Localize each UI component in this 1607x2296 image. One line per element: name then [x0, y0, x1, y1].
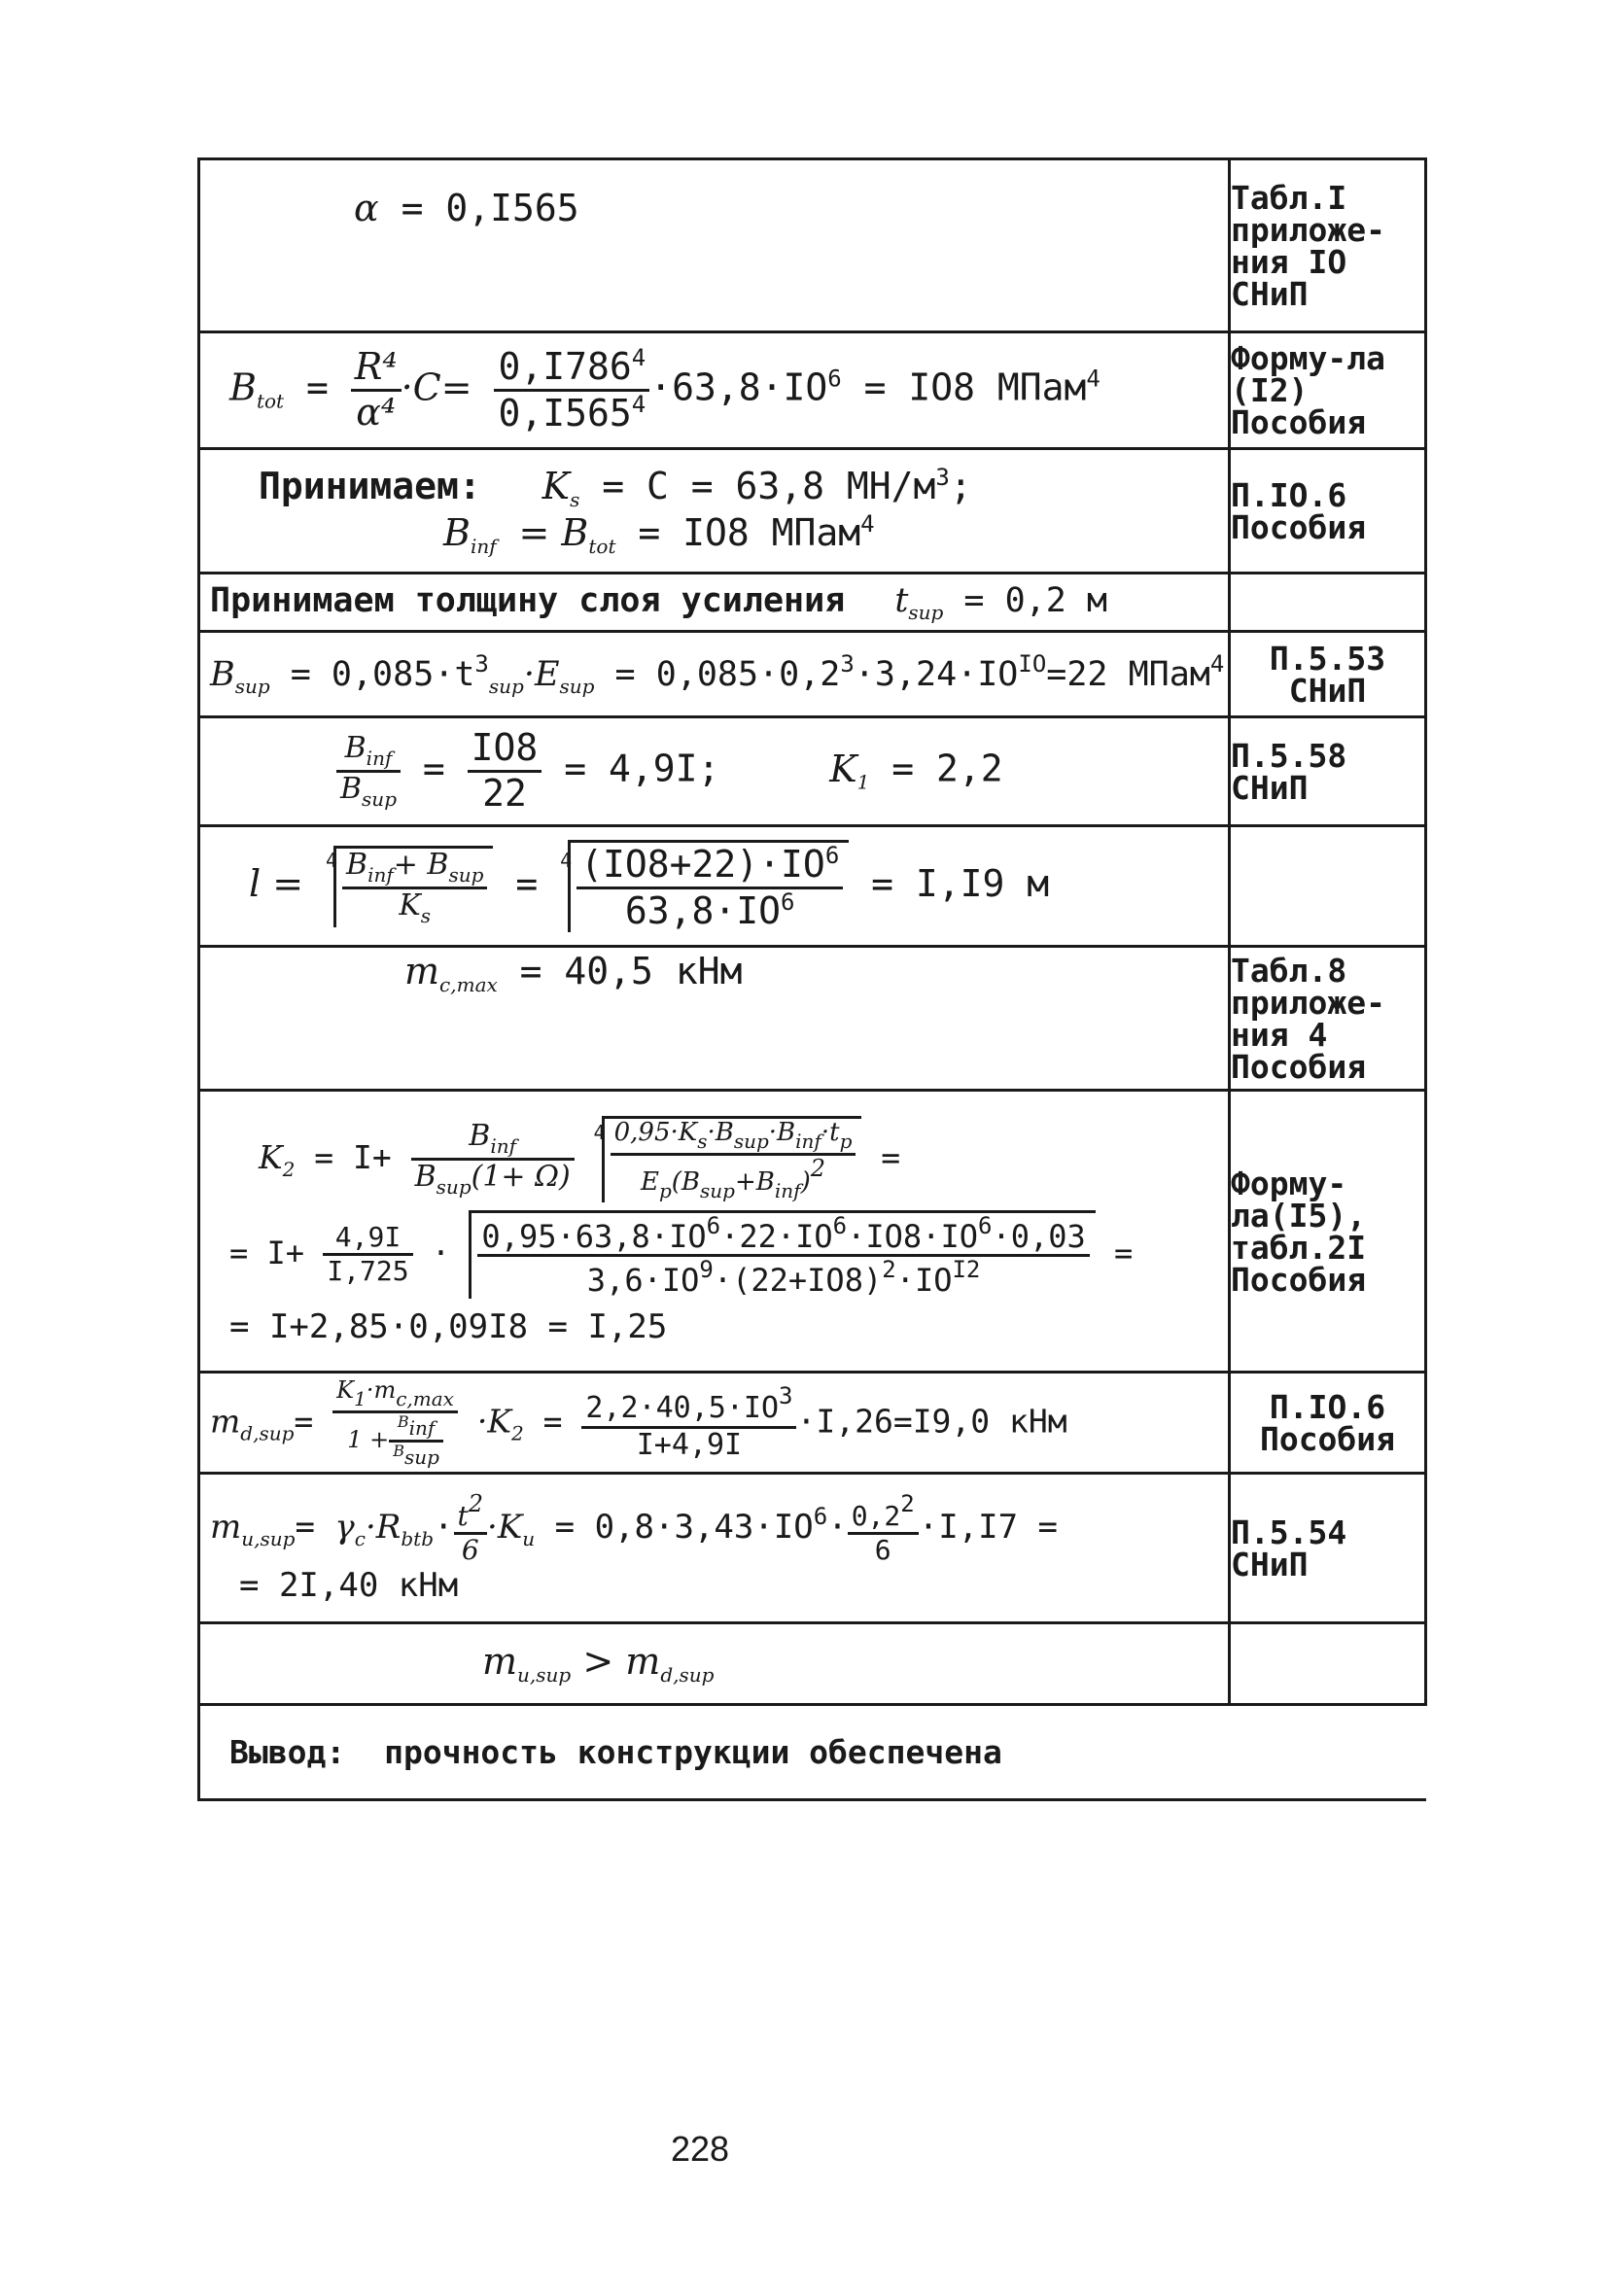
fraction: [848, 1491, 919, 1566]
denominator: 6: [461, 1534, 479, 1567]
value: = 0,2 м: [963, 580, 1107, 620]
numerator: ·IO8·IO: [847, 1217, 978, 1255]
formula-cell: [199, 717, 1230, 826]
square-root: [469, 1210, 1095, 1300]
var-l: l =: [249, 862, 304, 905]
expr: = I+: [229, 1234, 305, 1271]
fraction: [389, 1413, 443, 1469]
power: 3: [840, 649, 855, 678]
power: 6: [977, 1211, 993, 1239]
table-row: [199, 449, 1426, 574]
sub: sup: [403, 1444, 439, 1469]
numerator: 0,95·63,8·IO: [481, 1217, 707, 1255]
denominator: B: [340, 772, 363, 806]
var-m: m: [404, 949, 440, 992]
result: = IO8 МПам: [863, 366, 1087, 409]
fourth-root: [326, 846, 493, 927]
sub: s: [420, 903, 432, 927]
denominator: ·IO: [895, 1262, 953, 1300]
root-index: 4: [560, 849, 573, 872]
formula-cell: [199, 1623, 1230, 1705]
result: = 4,9I;: [564, 748, 720, 790]
sub: inf: [795, 1129, 821, 1153]
power: 3: [779, 1382, 793, 1409]
formula-cell: [199, 947, 1230, 1091]
var-b: B: [210, 654, 235, 694]
root-index: 4: [593, 1120, 606, 1144]
denominator: I,725: [327, 1254, 409, 1287]
sub: inf: [367, 862, 394, 887]
numerator: 0,95·K: [613, 1117, 698, 1147]
numerator: 0,I786: [498, 345, 632, 389]
dot: ·: [827, 1508, 848, 1548]
sub: sup: [488, 674, 524, 698]
denominator: 3,6·IO: [586, 1262, 700, 1300]
result: = 2I,40 кНм: [239, 1565, 459, 1605]
sub: inf: [774, 1178, 801, 1202]
table-row: [199, 717, 1426, 826]
power: 6: [706, 1211, 721, 1239]
denominator: 63,8·IO: [624, 888, 782, 932]
sub: d,sup: [240, 1421, 295, 1444]
denominator: 1 +: [347, 1425, 390, 1453]
punct: ;: [949, 464, 972, 507]
reference-cell: П.5.58 СНиП: [1230, 717, 1426, 826]
formula-cell: [199, 632, 1230, 717]
fourth-root: [594, 1116, 862, 1202]
denominator: E: [640, 1166, 659, 1197]
power: I2: [952, 1256, 981, 1284]
table-row: [199, 1474, 1426, 1623]
var-k: ·K: [487, 1508, 523, 1548]
alpha-value: = 0,I565: [401, 186, 579, 229]
sub: sup: [234, 674, 270, 698]
var-r: ·R: [365, 1508, 402, 1548]
power: 6: [827, 365, 842, 393]
equals: =: [1114, 1234, 1134, 1271]
greater-than: >: [582, 1640, 614, 1683]
expr: = 0,085·t: [290, 654, 475, 694]
reference-cell: Форму-ла (I2) Пособия: [1230, 332, 1426, 449]
power: 4: [1086, 365, 1100, 393]
numerator: 4,9I: [323, 1222, 412, 1256]
fraction: [468, 727, 542, 815]
denominator: B: [414, 1159, 437, 1194]
result: = I,I9 м: [871, 862, 1050, 905]
power: 4: [631, 344, 646, 372]
formula-cell: [199, 1474, 1230, 1623]
power: 6: [832, 1211, 848, 1239]
denominator: B: [393, 1441, 404, 1460]
power: 9: [699, 1256, 714, 1284]
numerator: ·22·IO: [720, 1217, 833, 1255]
denominator: 6: [874, 1534, 891, 1567]
table-row: [199, 1091, 1426, 1373]
sub: p: [839, 1129, 853, 1153]
fraction: [351, 346, 402, 434]
reference-cell: П.5.53 СНиП: [1230, 632, 1426, 717]
numerator: 0,2: [851, 1500, 901, 1533]
denominator: (1+ Ω): [471, 1159, 571, 1194]
numerator: ·t: [821, 1117, 840, 1147]
fourth-root: [560, 840, 849, 932]
denominator: ·(22+IO8): [713, 1262, 883, 1300]
conclusion-row: [199, 1705, 1426, 1800]
sub: p: [658, 1178, 672, 1202]
expr: = 0,8·3,43·IO: [554, 1508, 814, 1548]
value: = C = 63,8 МН/м: [602, 464, 936, 507]
power: IO: [1018, 649, 1047, 678]
var-m: m: [210, 1402, 241, 1440]
var-b: B: [229, 366, 257, 409]
reference-cell: Табл.I приложе-ния IO СНиП: [1230, 159, 1426, 332]
power: 4: [860, 509, 875, 538]
conclusion-label: Вывод:: [229, 1732, 346, 1771]
table-row: [199, 826, 1426, 947]
numerator: B: [469, 1118, 491, 1153]
numerator: 2,2·40,5·IO: [585, 1391, 780, 1425]
formula-cell: [199, 826, 1230, 947]
fraction: [332, 1377, 458, 1469]
result: = I+2,85·0,09I8 = I,25: [229, 1307, 668, 1347]
reference-cell: П.5.54 СНиП: [1230, 1474, 1426, 1623]
formula-cell: [199, 159, 1230, 332]
numerator: B: [397, 1411, 409, 1431]
sub: inf: [408, 1415, 436, 1440]
sub: u,sup: [517, 1663, 572, 1687]
gamma: γ: [334, 1508, 355, 1548]
fraction: [477, 1213, 1089, 1300]
power: 4: [631, 391, 646, 418]
fraction: [581, 1383, 796, 1462]
sub: sup: [733, 1129, 769, 1153]
formula-cell: [199, 332, 1230, 449]
reference-cell: П.IO.6 Пособия: [1230, 1373, 1426, 1474]
sub: s: [570, 487, 580, 511]
equals: =: [295, 1508, 315, 1548]
fraction: [336, 732, 401, 811]
denominator: 22: [482, 772, 527, 815]
sub: inf: [470, 534, 497, 558]
sub: c,max: [396, 1386, 454, 1410]
sub-tot: tot: [256, 390, 285, 413]
numerator: R⁴: [351, 346, 402, 392]
fraction: [611, 1119, 856, 1202]
power: 3: [935, 463, 950, 491]
equals: = B: [518, 510, 589, 554]
power: 2: [900, 1490, 915, 1518]
result: =22 МПам: [1046, 654, 1210, 694]
equals: =: [294, 1402, 314, 1440]
numerator: K: [336, 1375, 355, 1404]
sub: 2: [510, 1421, 524, 1444]
sub: s: [697, 1129, 708, 1153]
denominator: I+4,9I: [636, 1427, 743, 1462]
reference-cell: П.IO.6 Пособия: [1230, 449, 1426, 574]
fraction: [576, 843, 843, 932]
power: 6: [813, 1503, 828, 1531]
sub: c,max: [439, 972, 498, 996]
var-m: m: [625, 1640, 661, 1683]
equals: =: [542, 1402, 563, 1440]
sub: c: [354, 1527, 366, 1551]
numerator: IO8: [468, 727, 542, 773]
reference-cell: [1230, 1623, 1426, 1705]
result: ·I,26=I9,0 кНм: [796, 1402, 1067, 1440]
equals: =: [422, 748, 445, 790]
denominator: 0,I565: [498, 392, 632, 435]
sub: inf: [366, 747, 393, 770]
numerator: ·B: [768, 1117, 796, 1147]
sub: u: [522, 1527, 536, 1551]
expr: = I+: [314, 1137, 392, 1176]
table-row: [199, 574, 1426, 632]
fraction: [454, 1491, 488, 1566]
conclusion-text: прочность конструкции обеспечена: [384, 1732, 1002, 1771]
sub: sup: [448, 862, 484, 887]
table-row: [199, 947, 1426, 1091]
table-row: [199, 159, 1426, 332]
equals: =: [515, 862, 539, 905]
sub: sup: [559, 674, 595, 698]
var-k: K: [541, 464, 571, 507]
fraction: [494, 345, 649, 435]
sub: tot: [588, 534, 616, 558]
denominator: α⁴: [356, 391, 397, 434]
expr: ·3,24·IO: [854, 654, 1019, 694]
var-k: K: [829, 748, 857, 790]
numerator: ·m: [366, 1375, 397, 1404]
power: 6: [781, 887, 795, 916]
formula-cell: [199, 574, 1230, 632]
sub: sup: [908, 600, 944, 624]
equals: =: [305, 366, 329, 409]
conclusion-cell: [199, 1705, 1426, 1800]
accept-label: Принимаем:: [259, 464, 481, 507]
sub: u,sup: [241, 1527, 296, 1551]
reference-cell: Форму-ла(I5), табл.2I Пособия: [1230, 1091, 1426, 1373]
power: 3: [474, 649, 489, 678]
formula-cell: [199, 449, 1230, 574]
denominator: +B: [734, 1166, 775, 1197]
fraction: [323, 1222, 412, 1287]
sub: sup: [362, 787, 397, 811]
denominator: ): [800, 1166, 811, 1197]
dot: ·: [434, 1508, 454, 1548]
power: 2: [468, 1490, 484, 1518]
power: 2: [882, 1256, 896, 1284]
numerator: ·0,03: [992, 1217, 1086, 1255]
table-row: [199, 1623, 1426, 1705]
table-row: [199, 332, 1426, 449]
var-m: m: [210, 1508, 242, 1548]
denominator: K: [399, 887, 421, 922]
sub: d,sup: [660, 1663, 715, 1687]
expr: ·E: [523, 654, 560, 694]
reference-cell: [1230, 826, 1426, 947]
expr: = 0,085·0,2: [614, 654, 841, 694]
numerator: t: [457, 1500, 469, 1533]
formula-cell: [199, 1091, 1230, 1373]
sub: 1: [354, 1386, 367, 1410]
dot: ·: [431, 1234, 451, 1271]
var-k: K: [259, 1137, 283, 1176]
var-b: B: [443, 510, 471, 554]
page-number: 228: [670, 2129, 730, 2169]
equals: =: [881, 1137, 901, 1176]
table-row: [199, 1373, 1426, 1474]
sub: 1: [856, 771, 870, 794]
fraction: [411, 1120, 575, 1199]
numerator: (IO8+22)·IO: [580, 842, 825, 886]
numerator: + B: [393, 847, 449, 882]
reference-cell: Табл.8 приложе-ния 4 Пособия: [1230, 947, 1426, 1091]
numerator: ·B: [707, 1117, 734, 1147]
power: 6: [824, 841, 840, 869]
value: = 2,2: [891, 748, 1003, 790]
var-t: t: [894, 580, 909, 620]
var-k: ·K: [476, 1402, 511, 1440]
sub: inf: [490, 1133, 517, 1158]
root-index: 4: [325, 849, 338, 872]
numerator: B: [346, 847, 368, 882]
multiplier: ·63,8·IO: [649, 366, 828, 409]
denominator: (B: [671, 1166, 701, 1197]
power: 2: [810, 1154, 825, 1182]
layer-text: Принимаем толщину слоя усиления: [210, 580, 846, 620]
sub: sup: [700, 1178, 735, 1202]
sub: sup: [436, 1174, 472, 1199]
result: = 40,5 кНм: [519, 949, 743, 992]
power: 4: [1209, 649, 1225, 678]
table-row: [199, 632, 1426, 717]
expr: ·I,I7 =: [918, 1508, 1059, 1548]
var-m: m: [482, 1640, 518, 1683]
sub: 2: [282, 1157, 296, 1181]
reference-cell: [1230, 574, 1426, 632]
sub: btb: [401, 1527, 435, 1551]
fraction: [342, 849, 487, 927]
numerator: B: [344, 731, 367, 765]
c-factor: ·C=: [401, 366, 472, 409]
calculation-table: [197, 157, 1427, 1801]
value: = IO8 МПам: [638, 510, 861, 554]
formula-cell: [199, 1373, 1230, 1474]
alpha-symbol: α: [354, 186, 379, 229]
